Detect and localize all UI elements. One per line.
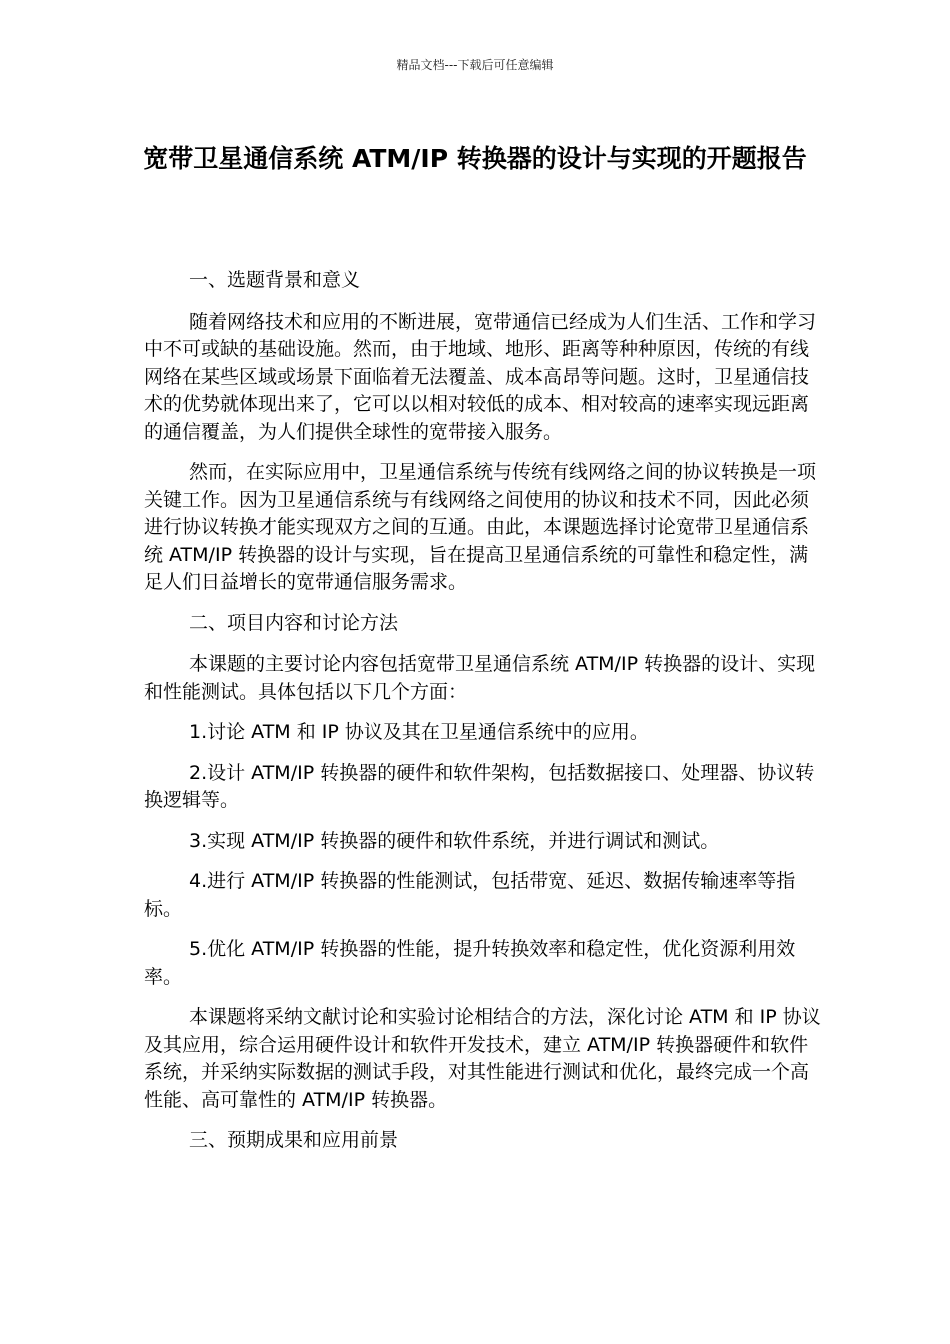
page-header: 精品文档---下载后可任意编辑 bbox=[396, 58, 554, 72]
list-item: 3.实现 ATM/IP 转换器的硬件和软件系统，并进行调试和测试。 bbox=[189, 829, 720, 852]
section-heading-3: 三、预期成果和应用前景 bbox=[189, 1129, 399, 1151]
section-heading-1: 一、选题背景和意义 bbox=[189, 269, 361, 291]
paragraph: 随着网络技术和应用的不断进展，宽带通信已经成为人们生活、工作和学习中不可或缺的基础设施。然而，由于地域、地形、距离等种种原因，传统的有线网络在某些区域或场景下面临着无法覆盖、成本高昂等问题。这时，卫星通信技术的优势就体现出来了，它可以以相对较低的成本、相对较高的速率实现远距离的通信覆盖，为人们提供全球性的宽带接入服务。 bbox=[144, 310, 817, 443]
paragraph: 本课题的主要讨论内容包括宽带卫星通信系统 ATM/IP 转换器的设计、实现和性能测试。具体包括以下几个方面： bbox=[144, 653, 816, 703]
document-title: 宽带卫星通信系统 ATM/IP 转换器的设计与实现的开题报告 bbox=[143, 144, 807, 173]
list-item: 4.进行 ATM/IP 转换器的性能测试，包括带宽、延迟、数据传输速率等指标。 bbox=[144, 870, 796, 920]
document-body bbox=[144, 267, 824, 1169]
paragraph: 然而，在实际应用中，卫星通信系统与传统有线网络之间的协议转换是一项关键工作。因为卫星通信系统与有线网络之间使用的协议和技术不同，因此必须进行协议转换才能实现双方之间的互通。由此，本课题选择讨论宽带卫星通信系统 ATM/IP 转换器的设计与实现，旨在提高卫星通信系统的可靠性和稳定性，满足人们日益增长的宽带通信服务需求。 bbox=[144, 461, 817, 593]
paragraph: 本课题将采纳文献讨论和实验讨论相结合的方法，深化讨论 ATM 和 IP 协议及其应用，综合运用硬件设计和软件开发技术，建立 ATM/IP 转换器硬件和软件系统，并采纳实际数据的测试手段，对其性能进行测试和优化，最终完成一个高性能、高可靠性的 ATM/IP 转换器。 bbox=[144, 1006, 821, 1111]
list-item: 1.讨论 ATM 和 IP 协议及其在卫星通信系统中的应用。 bbox=[189, 721, 649, 743]
list-item: 2.设计 ATM/IP 转换器的硬件和软件架构，包括数据接口、处理器、协议转换逻辑等。 bbox=[144, 761, 815, 811]
list-item: 5.优化 ATM/IP 转换器的性能，提升转换效率和稳定性，优化资源利用效率。 bbox=[144, 938, 796, 988]
section-heading-2: 二、项目内容和讨论方法 bbox=[189, 611, 399, 634]
